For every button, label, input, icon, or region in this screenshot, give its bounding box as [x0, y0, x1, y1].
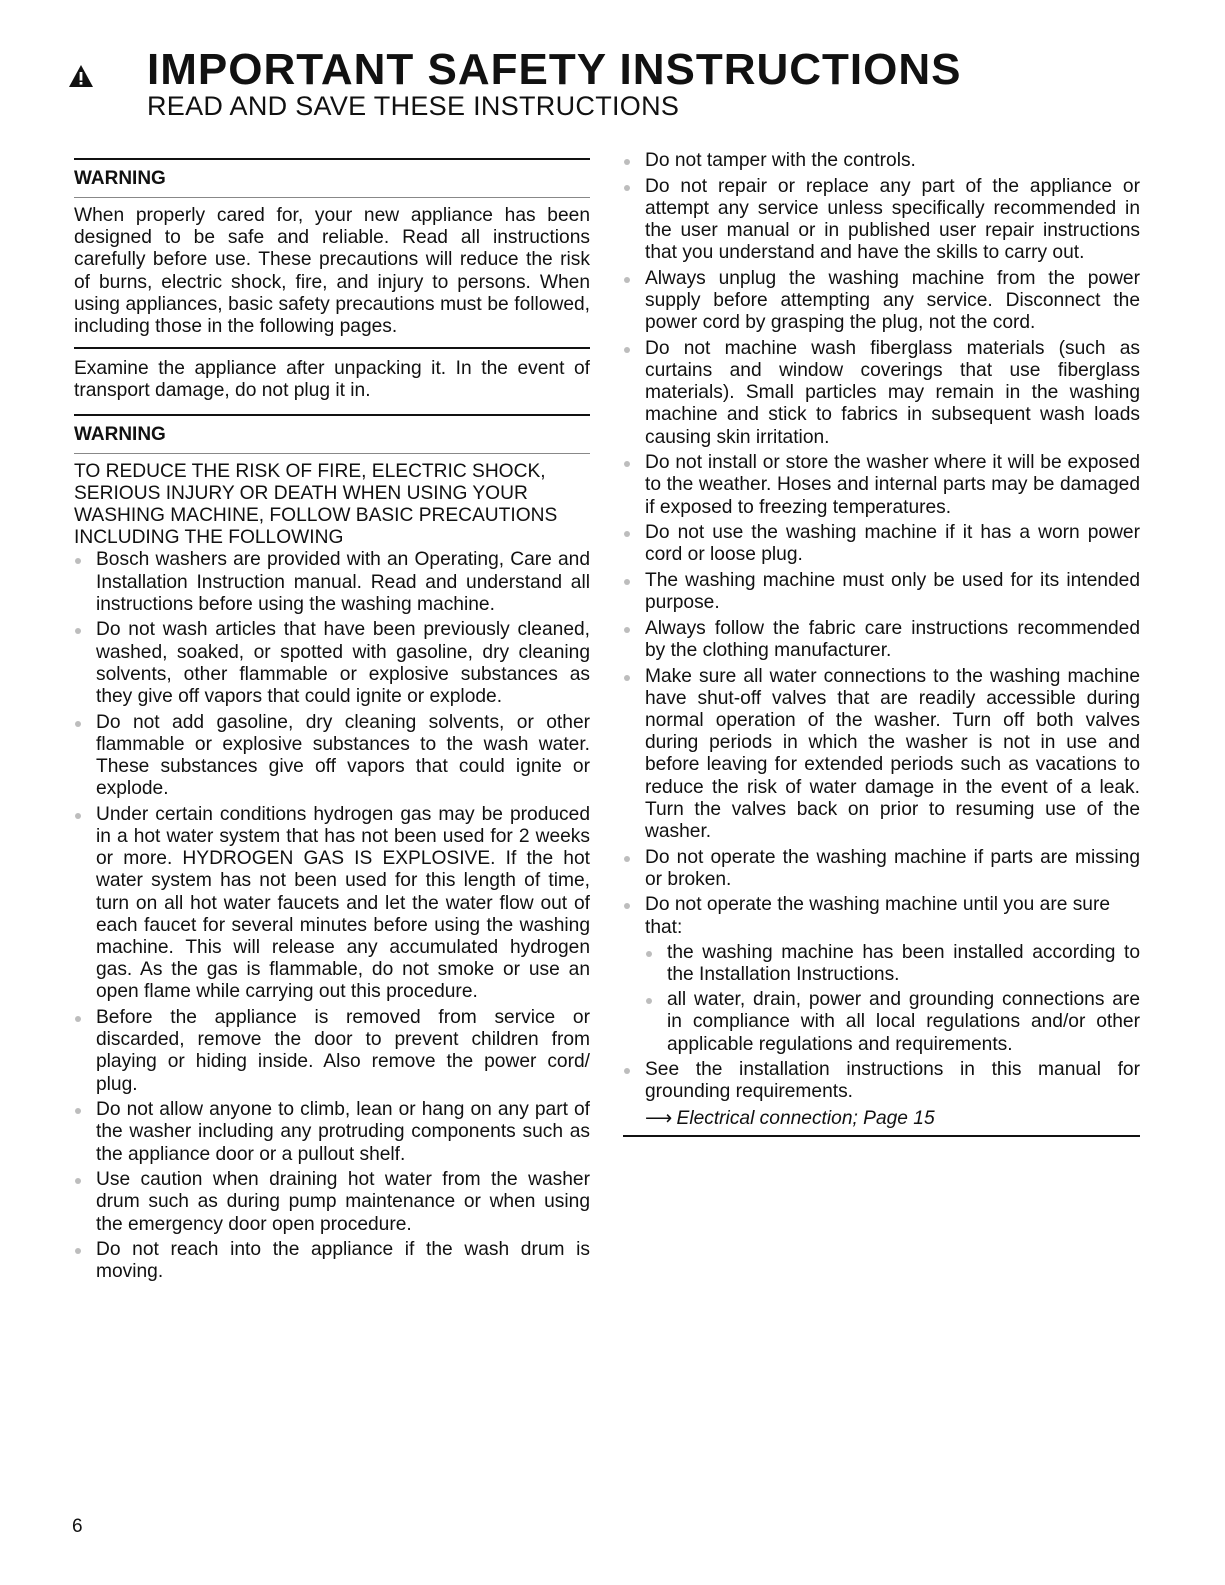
bullet-icon	[75, 1248, 81, 1254]
list-item: Make sure all water connections to the washing machine have shut-off valves that are readily accessible during normal operation of the washer. Turn off both valves during periods in which the washer is not in use and before leaving for extended periods such as vacations to reduce the risk of water damage in the event of a leak. Turn the valves back on prior to resuming use of the washer.	[623, 666, 1140, 844]
warning-heading: WARNING	[74, 423, 166, 445]
bullet-icon	[75, 721, 81, 727]
divider	[74, 347, 590, 349]
bullet-icon	[624, 579, 630, 585]
divider	[623, 1135, 1140, 1137]
list-item: Do not allow anyone to climb, lean or hang on any part of the washer including any protruding components such as the appliance door or a pullout shelf.	[74, 1099, 590, 1166]
bullet-icon	[624, 1068, 630, 1074]
page-title: IMPORTANT SAFETY INSTRUCTIONS	[147, 45, 962, 94]
bullet-icon	[624, 185, 630, 191]
list-item: Do not use the washing machine if it has a worn power cord or loose plug.	[623, 522, 1140, 566]
divider	[74, 414, 590, 416]
list-item: Do not add gasoline, dry cleaning solvents, or other flammable or explosive substances to the wash water. These substances give off vapors that could ignite or explode.	[74, 712, 590, 801]
list-item: Under certain conditions hydrogen gas may be produced in a hot water system that has not been used for 2 weeks or more. HYDROGEN GAS IS EXPLOSIVE. If the hot water system has not been used for this length of time, turn on all hot water faucets and let the water flow out of each faucet for several minutes before using the washing machine. This will release any accumulated hydrogen gas. As the gas is flammable, do not smoke or use an open flame while carrying out this procedure.	[74, 804, 590, 1004]
right-column	[623, 150, 1140, 1137]
bullet-icon	[75, 1178, 81, 1184]
bullet-icon	[75, 1016, 81, 1022]
sub-list-item: all water, drain, power and grounding connections are in compliance with all local regulations and/or other applicable regulations and requirements.	[645, 989, 1140, 1056]
list-item: Always unplug the washing machine from the power supply before attempting any service. Disconnect the power cord by grasping the plug, not the cord.	[623, 268, 1140, 335]
list-item: See the installation instructions in this manual for grounding requirements.	[623, 1059, 1140, 1103]
reference-text: Electrical connection; Page 15	[676, 1107, 935, 1129]
warning-heading: WARNING	[74, 168, 166, 189]
bullet-icon	[75, 558, 81, 564]
bullet-icon	[75, 813, 81, 819]
list-item: Always follow the fabric care instructions recommended by the clothing manufacturer.	[623, 618, 1140, 662]
page-number: 6	[72, 1516, 83, 1537]
list-item: Bosch washers are provided with an Operating, Care and Installation Instruction manual. Read and understand all instructions before using the washing machine.	[74, 549, 590, 616]
divider	[74, 453, 590, 454]
list-item: Do not tamper with the controls.	[623, 150, 1140, 172]
bullet-icon	[646, 951, 652, 957]
sub-list-item: the washing machine has been installed according to the Installation Instructions.	[645, 942, 1140, 986]
safety-list	[623, 150, 1140, 1104]
list-item: The washing machine must only be used for its intended purpose.	[623, 570, 1140, 614]
bullet-icon	[624, 856, 630, 862]
list-item: Do not operate the washing machine if parts are missing or broken.	[623, 847, 1140, 891]
bullet-icon	[75, 628, 81, 634]
divider	[74, 158, 590, 160]
bullet-icon	[624, 627, 630, 633]
list-item: Use caution when draining hot water from the washer drum such as during pump maintenance or when using the emergency door open procedure.	[74, 1169, 590, 1236]
bullet-icon	[624, 903, 630, 909]
bullet-icon	[624, 531, 630, 537]
bullet-icon	[646, 998, 652, 1004]
bullet-icon	[624, 277, 630, 283]
sub-list	[645, 942, 1140, 1056]
list-item: Do not reach into the appliance if the wash drum is moving.	[74, 1239, 590, 1283]
bullet-icon	[75, 1108, 81, 1114]
warning-triangle-icon	[68, 64, 94, 88]
list-item: Do not machine wash fiberglass materials (such as curtains and window coverings that use fiberglass materials). Small particles may remain in the washing machine and stick to fabrics in subsequent wash loads causing skin irritation.	[623, 338, 1140, 449]
bullet-icon	[624, 347, 630, 353]
page-subtitle: READ AND SAVE THESE INSTRUCTIONS	[147, 91, 680, 121]
list-item: Do not wash articles that have been previously cleaned, washed, soaked, or spotted with gasoline, dry cleaning solvents, other flammable or explosive substances as they give off vapors that could ignite or explode.	[74, 619, 590, 708]
arrow-right-icon: ⟶	[645, 1107, 673, 1129]
bullet-icon	[624, 675, 630, 681]
divider	[74, 197, 590, 198]
list-item: Do not repair or replace any part of the appliance or attempt any service unless specifically recommended in the user manual or in published user repair instructions that you understand and have the skills to carry out.	[623, 176, 1140, 265]
examine-text: Examine the appliance after unpacking it. In the event of transport damage, do not plug it in.	[74, 358, 590, 402]
cross-reference-link[interactable]	[623, 1108, 1140, 1130]
bullet-icon	[624, 159, 630, 165]
left-column	[74, 158, 590, 1287]
list-item: Do not install or store the washer where it will be exposed to the weather. Hoses and internal parts may be damaged if exposed to freezing temperatures.	[623, 452, 1140, 519]
list-item: Do not operate the washing machine until you are sure that: the washing machine has been installed according to the Installation Instructions. all water, drain, power and grounding connections are in compliance with all local regulations and/or other applicable regulations and requirements.	[623, 894, 1140, 1055]
warning-intro: TO REDUCE THE RISK OF FIRE, ELECTRIC SHOCK, SERIOUS INJURY OR DEATH WHEN USING YOUR WASHING MACHINE, FOLLOW BASIC PRECAUTIONS INCLUDING THE FOLLOWING	[74, 460, 558, 549]
safety-list	[74, 549, 590, 1283]
bullet-icon	[624, 461, 630, 467]
warning-text: When properly cared for, your new appliance has been designed to be safe and reliable. Read all instructions carefully before use. These precautions will reduce the risk of burns, electric shock, fire, and injury to persons. When using appliances, basic safety precautions must be followed, including those in the following pages.	[74, 205, 590, 338]
list-item: Before the appliance is removed from service or discarded, remove the door to prevent children from playing or hiding inside. Also remove the power cord/ plug.	[74, 1007, 590, 1096]
